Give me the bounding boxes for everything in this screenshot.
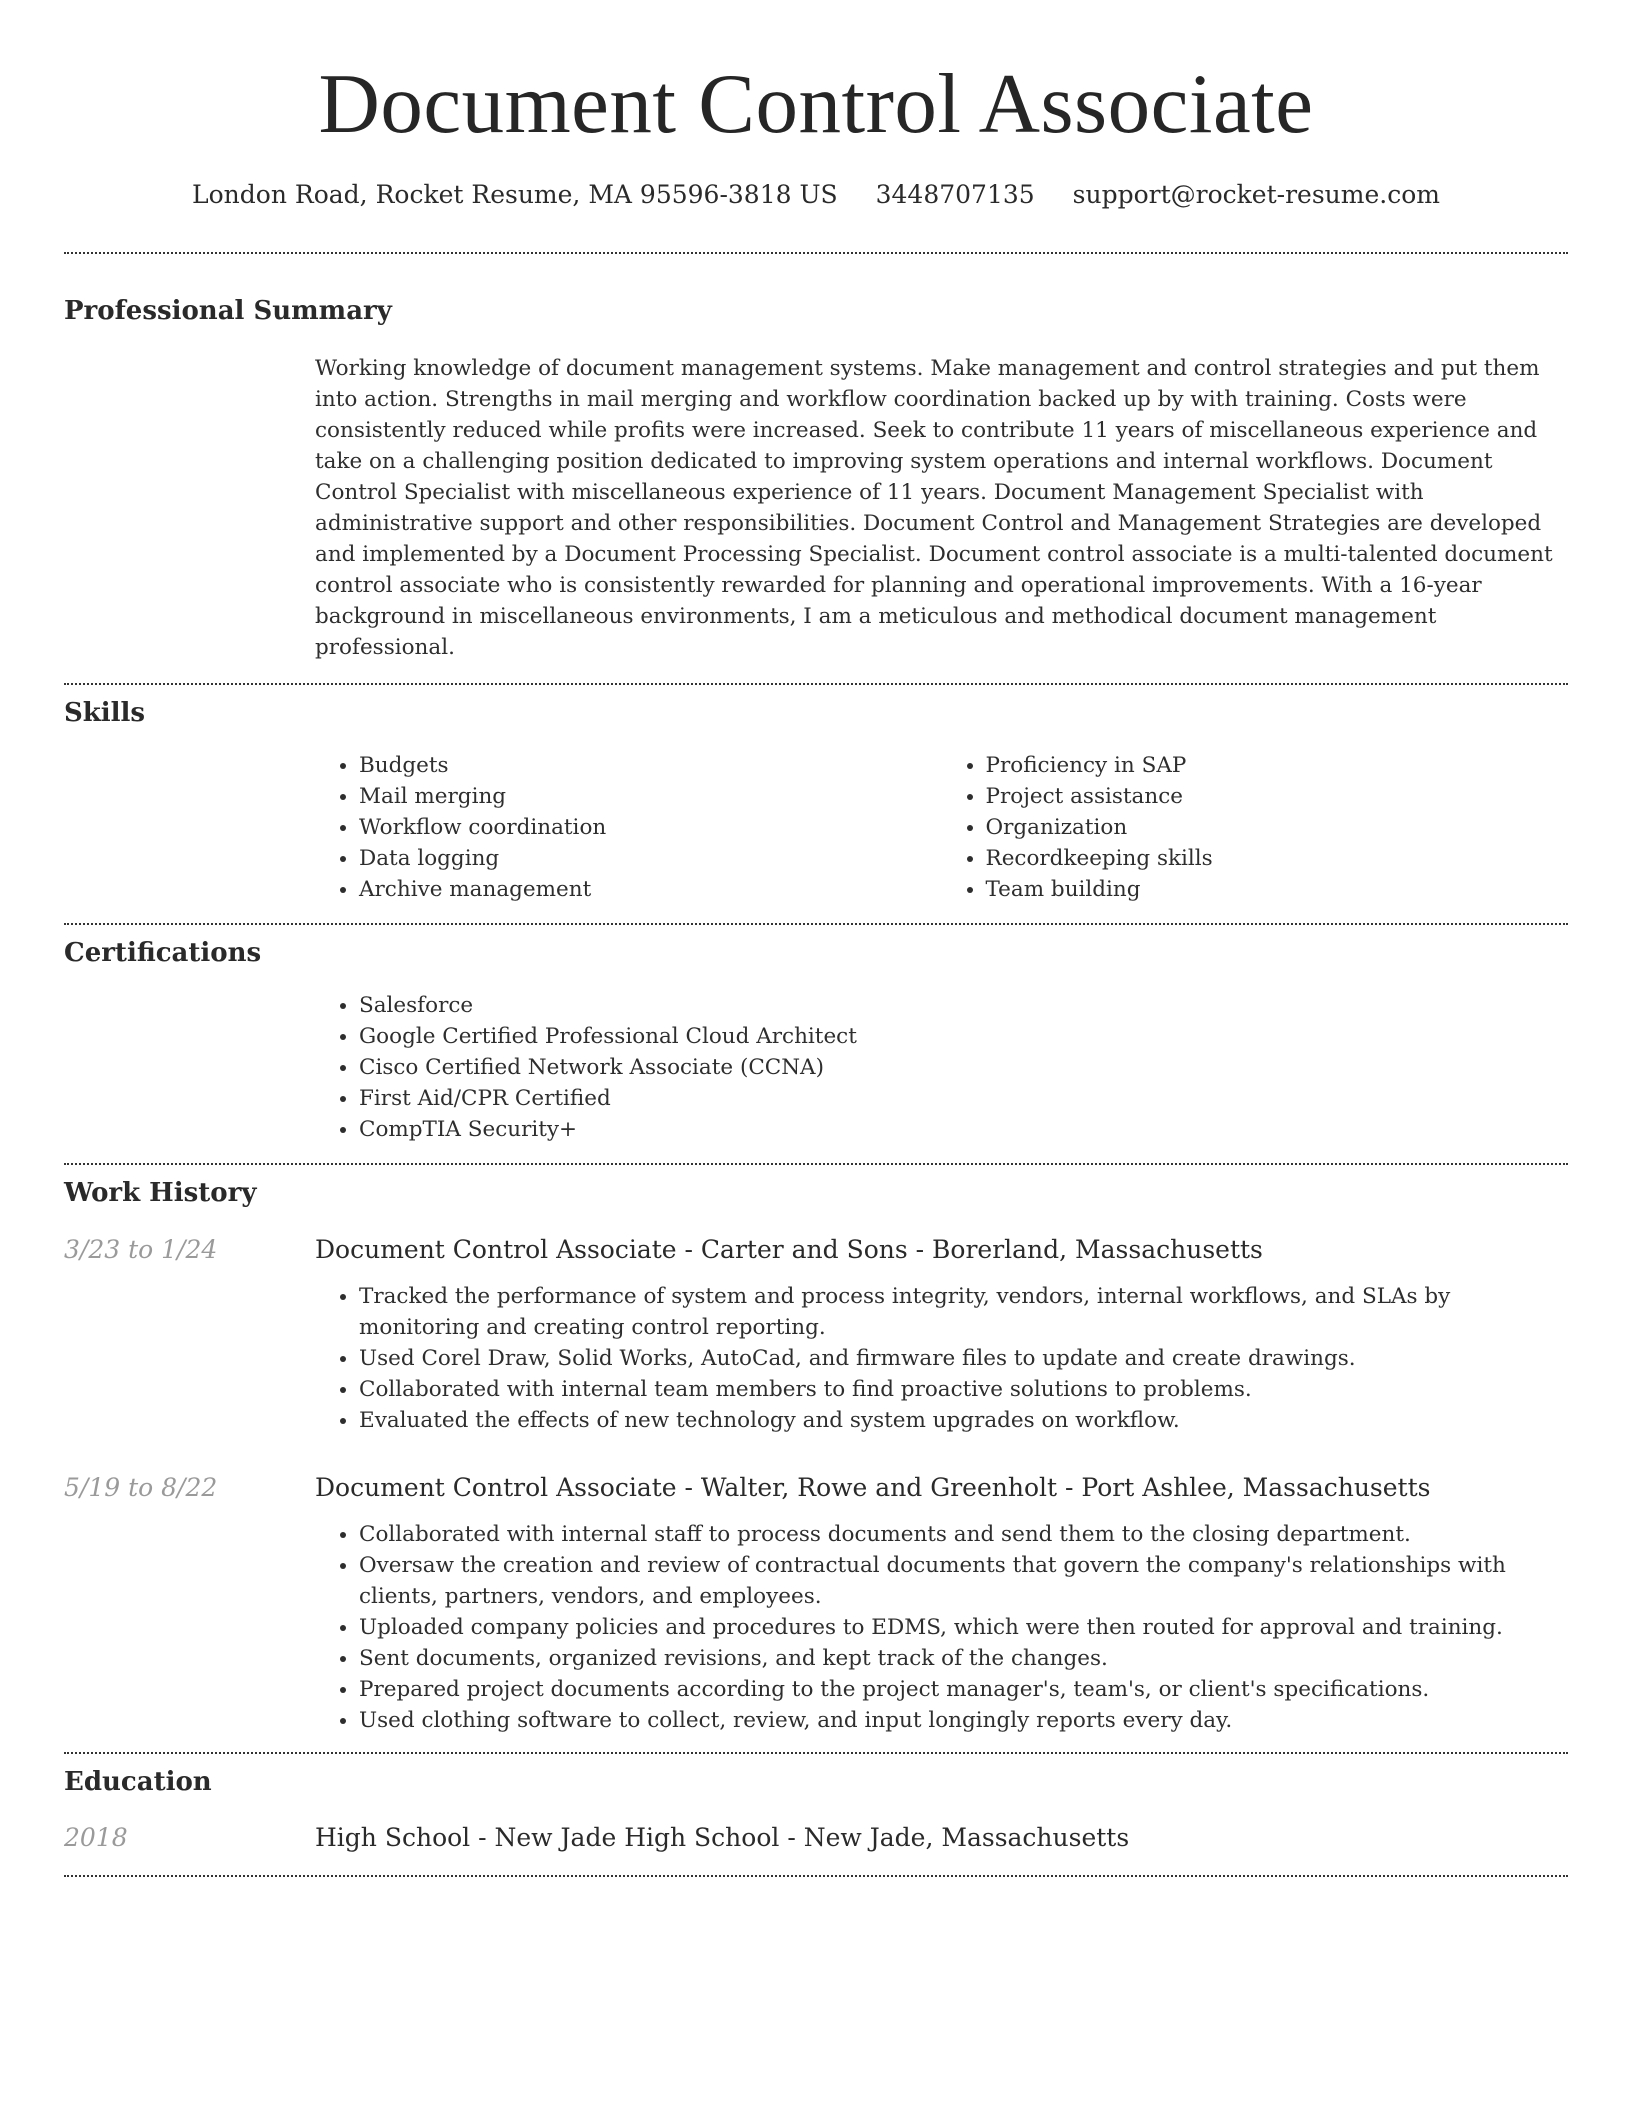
education-heading: Education [64, 1767, 212, 1797]
job-entry [64, 1233, 1568, 1436]
address-text: London Road, Rocket Resume, MA 95596-3818 US [192, 180, 838, 209]
resume-page [64, 0, 1568, 1877]
skills-heading: Skills [64, 698, 146, 728]
job-title: Document Control Associate - Carter and Sons - Borerland, Massachusetts [315, 1235, 1263, 1264]
job-bullets [315, 1519, 1568, 1736]
summary-heading: Professional Summary [64, 296, 392, 326]
skills-section [315, 750, 1568, 905]
section-divider [64, 252, 1568, 254]
email-text: support@rocket-resume.com [1072, 180, 1440, 209]
job-bullet: • Used clothing software to collect, review, and input longingly reports every day. [359, 1705, 1568, 1736]
section-divider [64, 1163, 1568, 1165]
summary-text: Working knowledge of document management systems. Make management and control strategies and put them into action. Strengths in mail merging and workflow coordination backed up by with training. Costs were consistently reduced while profits were increased. Seek to contribute 11 years of miscellaneous experience and take on a challenging position dedicated to improving system operations and internal workflows. Document Control Specialist with miscellaneous experience of 11 years. Document Management Specialist with administrative support and other responsibilities. Document Control and Management Strategies are developed and implemented by a Document Processing Specialist. Document control associate is a multi-talented document control associate who is consistently rewarded for planning and operational improvements. With a 16-year background in miscellaneous environments, I am a meticulous and methodical document management professional. [315, 356, 1553, 660]
certifications-list [315, 990, 1568, 1145]
job-dates: 3/23 to 1/24 [64, 1235, 218, 1264]
education-entry [64, 1821, 1568, 1855]
job-entry [64, 1471, 1568, 1736]
certification-item: • Salesforce [359, 990, 1568, 1021]
certification-item: • CompTIA Security+ [359, 1114, 1568, 1145]
skill-item: • Archive management [359, 874, 942, 905]
job-dates: 5/19 to 8/22 [64, 1473, 218, 1502]
education-title: High School - New Jade High School - New Jade, Massachusetts [315, 1823, 1130, 1852]
education-year: 2018 [64, 1823, 128, 1852]
section-divider [64, 1875, 1568, 1877]
skills-list-left [315, 750, 942, 905]
job-header [64, 1471, 1568, 1505]
page-title: Document Control Associate [318, 57, 1314, 151]
section-divider [64, 683, 1568, 685]
job-header [64, 1233, 1568, 1267]
job-bullet: • Collaborated with internal team members to find proactive solutions to problems. [359, 1374, 1568, 1405]
skill-item: • Mail merging [359, 781, 942, 812]
phone-text: 3448707135 [875, 180, 1035, 209]
job-title: Document Control Associate - Walter, Rowe and Greenholt - Port Ashlee, Massachusetts [315, 1473, 1431, 1502]
certification-item: • Google Certified Professional Cloud Architect [359, 1021, 1568, 1052]
job-bullet: • Collaborated with internal staff to process documents and send them to the closing department. [359, 1519, 1568, 1550]
certifications-section [315, 990, 1568, 1145]
job-bullets [315, 1281, 1568, 1436]
skills-list-right [942, 750, 1569, 905]
job-bullet: • Tracked the performance of system and process integrity, vendors, internal workflows, and SLAs by monitoring and creating control reporting. [359, 1281, 1568, 1343]
skill-item: • Workflow coordination [359, 812, 942, 843]
certifications-heading: Certifications [64, 938, 262, 968]
job-bullet: • Sent documents, organized revisions, and kept track of the changes. [359, 1643, 1568, 1674]
certification-item: • First Aid/CPR Certified [359, 1083, 1568, 1114]
skill-item: • Project assistance [986, 781, 1569, 812]
contact-line [64, 178, 1568, 212]
skill-item: • Budgets [359, 750, 942, 781]
job-bullet: • Evaluated the effects of new technology and system upgrades on workflow. [359, 1405, 1568, 1436]
job-bullet: • Uploaded company policies and procedures to EDMS, which were then routed for approval and training. [359, 1612, 1568, 1643]
job-bullet: • Used Corel Draw, Solid Works, AutoCad, and firmware files to update and create drawings. [359, 1343, 1568, 1374]
summary-section [315, 353, 1568, 663]
skill-item: • Proficiency in SAP [986, 750, 1569, 781]
skill-item: • Organization [986, 812, 1569, 843]
certification-item: • Cisco Certified Network Associate (CCNA) [359, 1052, 1568, 1083]
skill-item: • Recordkeeping skills [986, 843, 1569, 874]
section-divider [64, 923, 1568, 925]
job-bullet: • Prepared project documents according to the project manager's, team's, or client's specifications. [359, 1674, 1568, 1705]
job-bullet: • Oversaw the creation and review of contractual documents that govern the company's relationships with clients, partners, vendors, and employees. [359, 1550, 1568, 1612]
education-header [64, 1821, 1568, 1855]
work-history-heading: Work History [64, 1178, 257, 1208]
skill-item: • Data logging [359, 843, 942, 874]
skill-item: • Team building [986, 874, 1569, 905]
section-divider [64, 1752, 1568, 1754]
